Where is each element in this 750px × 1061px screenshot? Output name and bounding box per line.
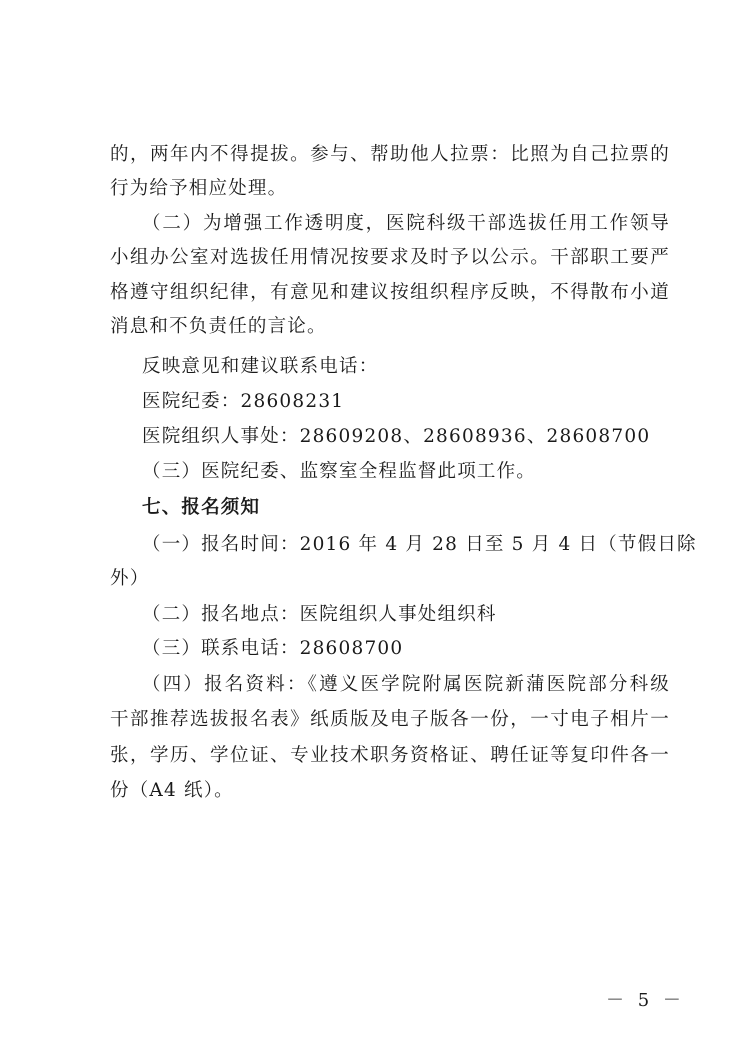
body-text-line: 行为给予相应处理。: [110, 178, 288, 199]
body-text-line: 医院组织人事处：28609208、28608936、28608700: [142, 426, 651, 447]
body-text-line: 外）: [110, 568, 150, 589]
body-text-line: 份（A4 纸）。: [110, 780, 234, 801]
body-text-line: （一）报名时间：2016 年 4 月 28 日至 5 月 4 日（节假日除: [142, 534, 697, 555]
page-number: － 5 －: [606, 990, 685, 1011]
section-heading: 七、报名须知: [142, 497, 261, 518]
body-text-line: 的，两年内不得提拔。参与、帮助他人拉票：比照为自己拉票的: [110, 144, 670, 165]
body-text-line: （三）联系电话：28608700: [142, 638, 404, 659]
body-text-line: 干部推荐选拔报名表》纸质版及电子版各一份，一寸电子相片一: [110, 709, 670, 730]
body-text-line: （三）医院纪委、监察室全程监督此项工作。: [142, 461, 537, 482]
body-text-line: （四）报名资料：《遵义医学院附属医院新蒲医院部分科级: [142, 674, 670, 695]
body-text-line: 反映意见和建议联系电话：: [142, 356, 379, 377]
body-text-line: 格遵守组织纪律，有意见和建议按组织程序反映，不得散布小道: [110, 282, 670, 303]
body-text-line: 医院纪委：28608231: [142, 391, 345, 412]
body-text-line: （二）为增强工作透明度，医院科级干部选拔任用工作领导: [142, 213, 670, 234]
body-text-line: （二）报名地点：医院组织人事处组织科: [142, 604, 497, 625]
body-text-line: 消息和不负责任的言论。: [110, 316, 327, 337]
body-text-line: 张，学历、学位证、专业技术职务资格证、聘任证等复印件各一: [110, 745, 670, 766]
body-text-line: 小组办公室对选拔任用情况按要求及时予以公示。干部职工要严: [110, 247, 670, 268]
